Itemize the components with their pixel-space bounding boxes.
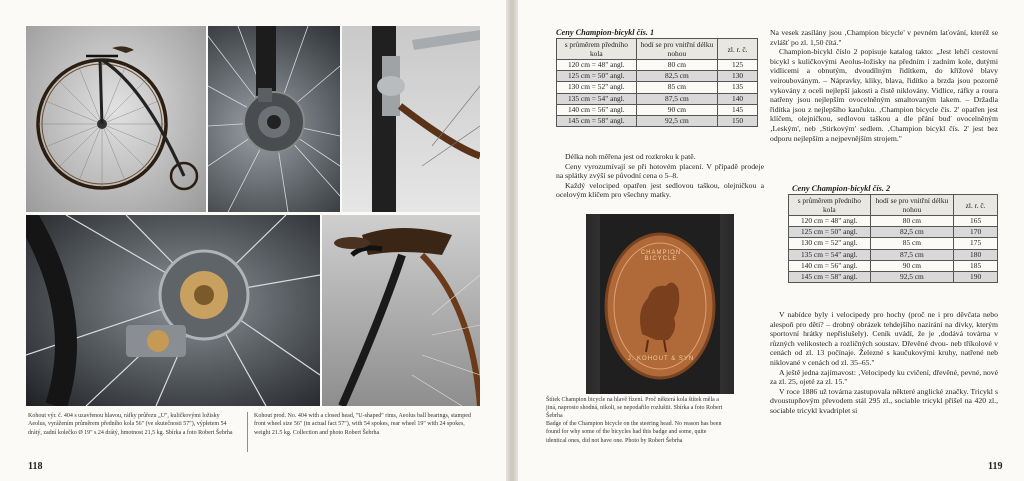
table2-row (789, 271, 998, 282)
table2-cell: 120 cm = 48" angl. (789, 216, 871, 227)
table1-cell: 87,5 cm (636, 93, 718, 104)
para-catalog-description: Champion-bicykl číslo 2 popisuje katalog takto: „Jest lehčí cestovní bicykl s kuličkovými Aeolus-ložisky na předním i zadním kole, dutými vidlicemi a obnutým, dvoudílným řidítkem, do křížové blavy veirouboványm. – Nápravky, kliky, blava, řidítko a brzda jsou pozorně vykovány z oceli nejlepší jakosti a čistě niklovány. Vidlice, ráfky a roura natřeny jsou nejlepším ovocelněným smaltovaným lakem. – Držadla řidítka jsou z nejlepšího kaučuku. ‚Champion bicycle čís. 2' opatřen jest klíčem, olejničkou, sedlovou taškou a dle přání buď ovocelněným ‚Leským', neb ‚Stirkovým' sedlem. ‚Champion bicykl čís. 2' jest bez odporu nejlepším a nejpevnějším strojem." (770, 47, 998, 143)
table2-cell: 175 (954, 238, 998, 249)
table2-row (789, 227, 998, 238)
table2-row (789, 238, 998, 249)
table1-cell: 130 (718, 71, 758, 82)
table1-cell: 125 (718, 60, 758, 71)
photo-hub-closeup (26, 215, 320, 406)
table1-cell: 130 cm = 52" angl. (557, 82, 637, 93)
table1-header-leg: hodí se pro vnitřní délku nohou (636, 39, 718, 60)
table2-cell: 85 cm (870, 238, 954, 249)
table2-cell: 125 cm = 50" angl. (789, 227, 871, 238)
table2-cell: 180 (954, 249, 998, 260)
text-column-top (770, 28, 998, 143)
badge-caption-en: Badge of the Champion bicycle on the steering head. No reason has been found for why some of the bicycles had this badge and some, quite identical ones, did not have one. Photo by Robert Šebrha (546, 421, 722, 444)
table2-cell: 170 (954, 227, 998, 238)
table2-cell: 140 cm = 56" angl. (789, 260, 871, 271)
table2-cell: 185 (954, 260, 998, 271)
right-page (518, 0, 1024, 481)
table1-cell: 140 cm = 56" angl. (557, 104, 637, 115)
table1-row (557, 104, 758, 115)
table2-cell: 135 cm = 54" angl. (789, 249, 871, 260)
page-number-right: 119 (988, 461, 1003, 472)
table1-notes (556, 152, 764, 200)
table2-cell: 82,5 cm (870, 227, 954, 238)
table2-header-leg: hodí se pro vnitřní délku nohou (870, 195, 954, 216)
note-accessories: Každý velociped opatřen jest sedlovou taškou, olejničkou a ocelovým klíčem pro všechny matky. (556, 180, 764, 200)
table1-cell: 92,5 cm (636, 115, 718, 126)
badge-text-top: CHAMPION BICYCLE (640, 250, 682, 262)
para-1886-tricycles: V roce 1886 už továrna zastupovala některé anglické značky. Tricykl s dvoustupňovým převodem stál 295 zl., sociable tricykl přišel na 420 zl., sociable tricykl kvadriplet si (770, 386, 998, 415)
table2-cell: 145 cm = 58" angl. (789, 271, 871, 282)
table1-cell: 150 (718, 115, 758, 126)
table1-row (557, 82, 758, 93)
text-column-bottom (770, 310, 998, 416)
note-leg-length: Délka noh měřena jest od rozkroku k patě. (565, 152, 696, 161)
para-shipping: Na vesek zasílány jsou ‚Champion bicycle' v pevném laťování, kteréž se zvlášť po zl. 1,50 čítá." (770, 28, 998, 47)
caption-divider (247, 412, 248, 452)
table2-cell: 80 cm (870, 216, 954, 227)
caption-czech: Kohout výr. č. 404 s uzavřenou hlavou, ráfky průřezu „U", kuličkovými ložisky Aeolus, vyrážením průměrem předního kola 56" (ve skutečnosti 57"), výpletem 54 drátý, zadní kolečko Ø 19" s 24 drátý, hmotnost 21,5 kg. Sbírka a foto Robert Šebrha (28, 413, 233, 436)
table2-cell: 92,5 cm (870, 271, 954, 282)
table1-row (557, 93, 758, 104)
table1-cell: 140 (718, 93, 758, 104)
photo-hub-spokes (208, 26, 340, 212)
table1-title: Ceny Champion-bicykl čís. 1 (556, 28, 655, 37)
table1-header-diameter: s průměrem předního kola (557, 39, 637, 60)
table1-cell: 120 cm = 48" angl. (557, 60, 637, 71)
photo-fork-crown (342, 26, 480, 212)
price-table-2 (788, 194, 998, 283)
left-page (0, 0, 506, 481)
table1-cell: 125 cm = 50" angl. (557, 71, 637, 82)
page-number-left: 118 (28, 461, 43, 472)
table1-cell: 90 cm (636, 104, 718, 115)
table1-cell: 135 (718, 82, 758, 93)
photo-champion-badge (586, 214, 734, 394)
table2-cell: 165 (954, 216, 998, 227)
table2-row (789, 216, 998, 227)
table2-cell: 90 cm (870, 260, 954, 271)
table1-cell: 82,5 cm (636, 71, 718, 82)
table2-title: Ceny Champion-bicykl čís. 2 (792, 184, 891, 193)
table1-header-price: zl. r. č. (718, 39, 758, 60)
table1-cell: 85 cm (636, 82, 718, 93)
book-gutter (506, 0, 518, 481)
table2-cell: 87,5 cm (870, 249, 954, 260)
table1-cell: 135 cm = 54" angl. (557, 93, 637, 104)
note-payment: Ceny vyrozumívají se při hotovém placení. V případě prodeje na splátky zvýší se původní cena o 5–8. (556, 161, 764, 181)
badge-text-bottom: J. KOHOUT & SYN (627, 356, 695, 362)
table1-row (557, 115, 758, 126)
photo-saddle-fork (322, 215, 480, 406)
badge-caption-cs: Štítek Champion bicycle na hlavě řízení. Proč některá kola štítek měla a jiná, naprosto shodná, nikoli, se nepodařilo rozluštit. Sbírka a foto Robert Šebrha (546, 397, 723, 420)
caption-english: Kohout prod. No. 404 with a closed head, "U-shaped" rims, Aeolus ball bearings, stamped front wheel size 56" (in actual fact 57"), with 54 spokes, rear wheel 19" with 24 spokes, weight 21.5 kg. Collection and photo Robert Šebrha (254, 413, 471, 436)
table1-cell: 145 (718, 104, 758, 115)
table1-row (557, 60, 758, 71)
table1-row (557, 71, 758, 82)
para-children-bicycles: V nabídce byly i velocipedy pro hochy (proč ne i pro děvčata nebo alespoň pro děti? – drobný obrázek tehdejšího nazírání na dívky, kterým sportovní hrátky nepřislušely). Ceník uvádí, že je ‚dodává továrna v různých velikostech a rozličných soustav. Dřevěné dvou- neb tříkolové v cenách od zl. 13 počínaje. Železné s kaučukovými kruhy, natřené neb niklované v cenách od zl. 35–65." (770, 310, 998, 367)
price-table-1 (556, 38, 758, 127)
photo-penny-farthing (26, 26, 206, 212)
table2-row (789, 260, 998, 271)
table2-header-price: zl. r. č. (954, 195, 998, 216)
table2-header-diameter: s průměrem předního kola (789, 195, 871, 216)
table2-cell: 130 cm = 52" angl. (789, 238, 871, 249)
para-exercise-velocipedes: A ještě jedna zajímavost: ‚Velocipedy ku cvičení, dřevěné, pevné, nové za zl. 25, ojeté za zl. 15." (770, 367, 999, 387)
table2-row (789, 249, 998, 260)
table1-cell: 145 cm = 58" angl. (557, 115, 637, 126)
table1-cell: 80 cm (636, 60, 718, 71)
table2-cell: 190 (954, 271, 998, 282)
